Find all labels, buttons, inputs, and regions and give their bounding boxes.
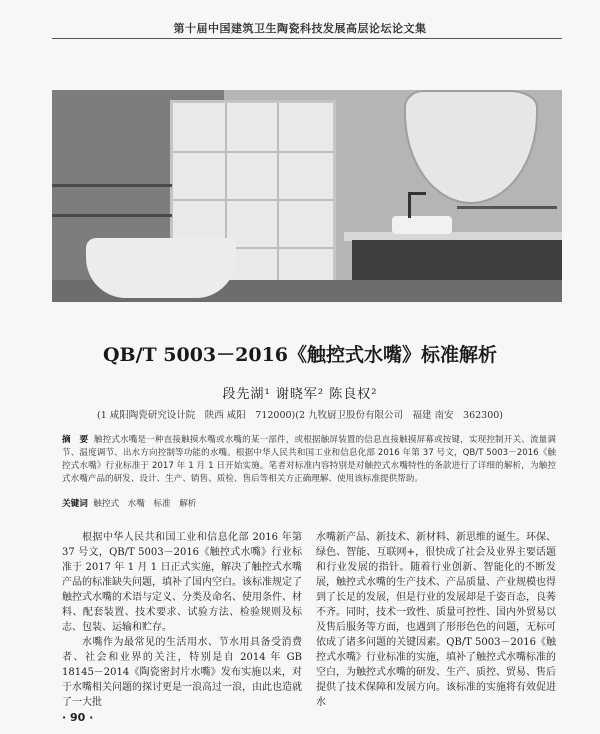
- photo-vanity-cabinet: [352, 240, 562, 280]
- photo-basin: [392, 216, 452, 234]
- body-column-right: [316, 530, 556, 710]
- paragraph: 根据中华人民共和国工业和信息化部 2016 年第 37 号文，QB/T 5003－2016《触控式水嘴》行业标准于 2017 年 1 月 1 日正式实施，解决了触控式水嘴产品的标准缺失问题，填补了国内空白。该标准规定了触控式水嘴的术语与定义、分类及命名、使用条件、材料、配套装置、技术要求、试验方法、检验规则及标志、包装、运输和贮存。: [62, 532, 302, 633]
- page-number: · 90 ·: [62, 711, 94, 724]
- abstract-label: 摘 要: [62, 435, 89, 445]
- paragraph: 水嘴新产品、新技术、新材料、新思维的诞生。环保、绿色、智能、互联网+，很快成了社会及业界主要话题和行业发展的指针。随着行业创新、智能化的不断发展，触控式水嘴的生产技术、产品质量、产业规模也得到了长足的发展，但是行业的发展却是千姿百态，良莠不齐。同时，技术一致性、质量可控性、国内外贸易以及售后服务等方面，也遇到了形形色色的问题，无标可依成了诸多问题的关键因素。QB/T 5003－2016《触控式水嘴》行业标准的实施，填补了触控式水嘴标准的空白，为触控式水嘴的研发、生产、质控、贸易、售后提供了技术保障和发展方向。该标准的实施将有效促进水: [316, 532, 556, 708]
- article-authors: 段先湖¹ 谢晓军² 陈良权²: [222, 387, 378, 402]
- running-header: 第十届中国建筑卫生陶瓷科技发展高层论坛论文集: [173, 22, 427, 35]
- abstract-text: 触控式水嘴是一种直接触摸水嘴或水嘴的某一部件，或根据触屏装置的信息直接触摸屏幕或按键，实现控制开关、流量调节、温度调节、出水方向控制等功能的水嘴。根据中华人民共和国工业和信息化部 2016 年第 37 号文，QB/T 5003－2016《触控式水嘴》行业标准于 2017 年 1 月 1 日开始实施。笔者对标准内容特别是对触控式水嘴特性的条款进行了详细的解析，为触控式水嘴产品的研发、设计、生产、销售、质检、售后等相关方正确理解、使用该标准提供帮助。: [62, 435, 556, 484]
- abstract: [62, 434, 556, 486]
- photo-faucet-spout: [408, 192, 426, 195]
- photo-faucet: [408, 192, 411, 218]
- photo-shelf: [52, 214, 172, 217]
- keywords-label: 关键词: [62, 499, 88, 509]
- body-column-left: [62, 530, 302, 710]
- header-rule: [52, 38, 562, 39]
- keywords: [62, 497, 556, 509]
- photo-bathtub: [86, 238, 236, 298]
- article-title: QB/T 5003－2016《触控式水嘴》标准解析: [102, 344, 498, 366]
- paragraph: 水嘴作为最常见的生活用水、节水用具备受消费者、社会和业界的关注，特别是自 2014 年 GB 18145－2014《陶瓷密封片水嘴》发布实施以来，对于水嘴相关问题的探讨更是一浪高过一浪，由此也造就了一大批: [62, 637, 302, 708]
- photo-towel-rack: [457, 206, 557, 209]
- keywords-text: 触控式 水嘴 标准 解析: [93, 499, 197, 509]
- article-affiliations: (1 咸阳陶瓷研究设计院 陕西 咸阳 712000)(2 九牧厨卫股份有限公司 福建 南安 362300): [96, 410, 504, 421]
- photo-shelf: [52, 184, 172, 187]
- bathroom-photo: [52, 90, 562, 302]
